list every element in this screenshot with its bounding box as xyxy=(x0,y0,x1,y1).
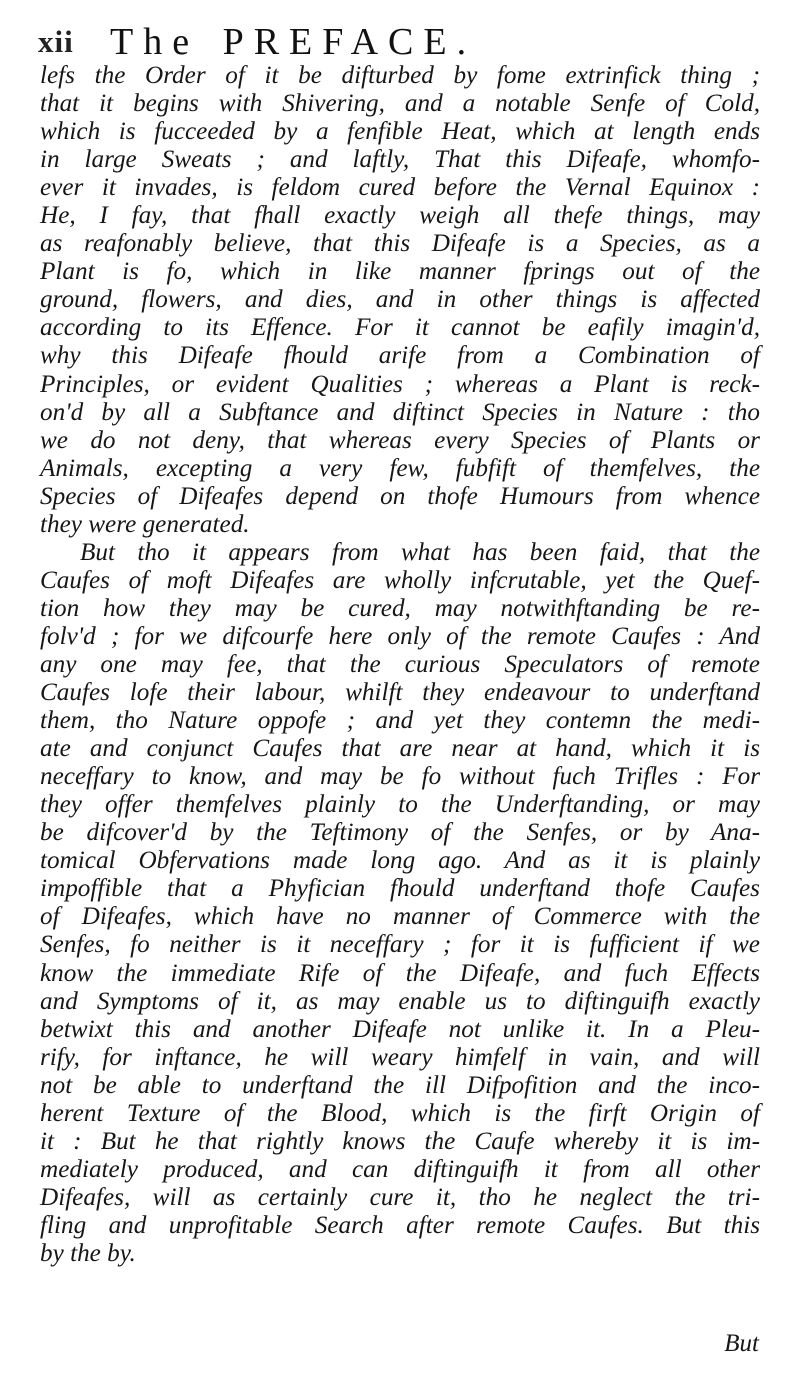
text-line: any one may fee, that the curious Speculators of remote xyxy=(40,650,760,678)
text-line: according to its Effence. For it cannot be eafily imagin'd, xyxy=(40,314,760,342)
text-line: tomical Obfervations made long ago. And as it is plainly xyxy=(40,847,760,875)
text-line: them, tho Nature oppofe ; and yet they contemn the medi- xyxy=(40,707,760,735)
text-line: fling and unprofitable Search after remote Caufes. But this xyxy=(40,1211,760,1239)
text-line: folv'd ; for we difcourfe here only of the remote Caufes : And xyxy=(40,622,760,650)
text-line: impoffible that a Phyfician fhould underftand thofe Caufes xyxy=(40,875,760,903)
text-line: Caufes of moft Difeafes are wholly infcrutable, yet the Quef- xyxy=(40,566,760,594)
text-line: ground, flowers, and dies, and in other things is affected xyxy=(40,286,760,314)
text-line: on'd by all a Subftance and diftinct Species in Nature : tho xyxy=(40,398,760,426)
text-line: betwixt this and another Difeafe not unlike it. In a Pleu- xyxy=(40,1015,760,1043)
text-line: of Difeafes, which have no manner of Commerce with the xyxy=(40,903,760,931)
text-line: be difcover'd by the Teftimony of the Senfes, or by Ana- xyxy=(40,819,760,847)
text-line: ever it invades, is feldom cured before the Vernal Equinox : xyxy=(40,174,760,202)
text-line: that it begins with Shivering, and a notable Senfe of Cold, xyxy=(40,90,760,118)
text-line: But tho it appears from what has been faid, that the xyxy=(80,538,760,566)
text-line: Principles, or evident Qualities ; whereas a Plant is reck- xyxy=(40,370,760,398)
text-line: tion how they may be cured, may notwithftanding be re- xyxy=(40,594,760,622)
text-line: Senfes, fo neither is it neceffary ; for it is fufficient if we xyxy=(40,931,760,959)
text-line: ate and conjunct Caufes that are near at hand, which it is xyxy=(40,735,760,763)
text-line: Species of Difeafes depend on thofe Humours from whence xyxy=(40,482,760,510)
text-line: herent Texture of the Blood, which is the firft Origin of xyxy=(40,1099,760,1127)
text-line: Difeafes, will as certainly cure it, tho he neglect the tri- xyxy=(40,1183,760,1211)
text-line: He, I fay, that fhall exactly weigh all thefe things, may xyxy=(40,202,760,230)
text-line: not be able to underftand the ill Difpofition and the inco- xyxy=(40,1071,760,1099)
page-number: xii xyxy=(38,24,74,59)
text-line: why this Difeafe fhould arife from a Combination of xyxy=(40,342,760,370)
body-text xyxy=(40,62,760,1268)
text-line: by the by. xyxy=(40,1239,136,1267)
text-line: it : But he that rightly knows the Caufe whereby it is im- xyxy=(40,1127,760,1155)
text-line: they were generated. xyxy=(40,510,250,538)
text-line: they offer themfelves plainly to the Underftanding, or may xyxy=(40,791,760,819)
text-line: neceffary to know, and may be fo without fuch Trifles : For xyxy=(40,763,760,791)
text-line: which is fucceeded by a fenfible Heat, which at length ends xyxy=(40,118,760,146)
text-line: as reafonably believe, that this Difeafe is a Species, as a xyxy=(40,230,760,258)
text-line: Plant is fo, which in like manner fprings out of the xyxy=(40,258,760,286)
text-line: Caufes lofe their labour, whilft they endeavour to underftand xyxy=(40,679,760,707)
running-head xyxy=(0,18,801,68)
running-title: The PREFACE. xyxy=(110,21,477,63)
text-line: we do not deny, that whereas every Species of Plants or xyxy=(40,426,760,454)
text-line: Animals, excepting a very few, fubfift of themfelves, the xyxy=(40,454,760,482)
text-line: mediately produced, and can diftinguifh it from all other xyxy=(40,1155,760,1183)
text-line: lefs the Order of it be difturbed by fome extrinfick thing ; xyxy=(40,62,760,89)
text-line: in large Sweats ; and laftly, That this Difeafe, whomfo- xyxy=(40,146,760,174)
text-line: rify, for inftance, he will weary himfelf in vain, and will xyxy=(40,1043,760,1071)
text-line: and Symptoms of it, as may enable us to diftinguifh exactly xyxy=(40,987,760,1015)
catchword: But xyxy=(724,1330,759,1357)
text-line: know the immediate Rife of the Difeafe, and fuch Effects xyxy=(40,959,760,987)
